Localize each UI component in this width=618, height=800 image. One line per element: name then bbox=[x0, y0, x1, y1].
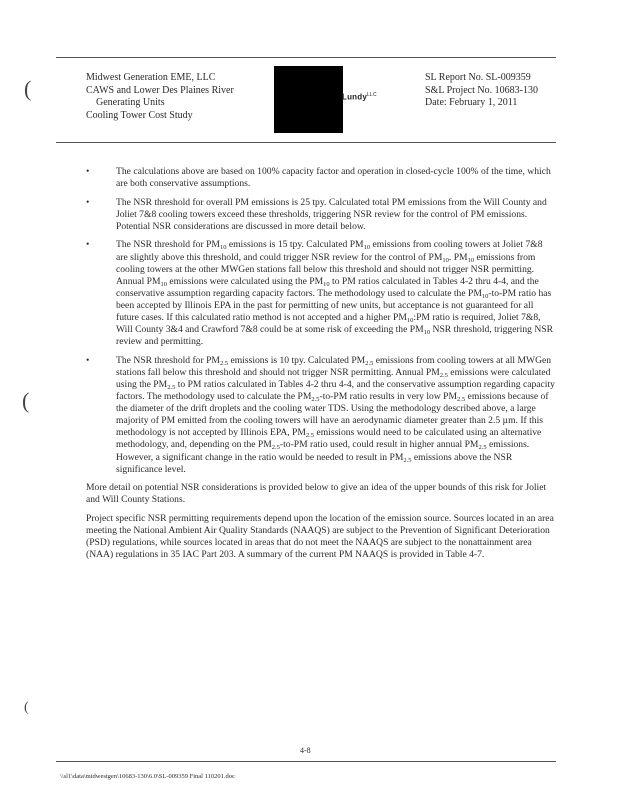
page-number: 4-8 bbox=[300, 746, 311, 755]
bullet-marker: • bbox=[86, 354, 90, 366]
report-date: Date: February 1, 2011 bbox=[425, 97, 518, 108]
bullet-item bbox=[86, 239, 556, 348]
bullet-text: The NSR threshold for $PM_{10}$ emissions is 15 tpy. Calculated $PM_{10}$ emissions from cooling towers at Joliet 7&8 are slightly above this threshold, and could trigger NSR review for the control of $PM_{10}$. $PM_{10}$ emissions from cooling towers at the other MWGen stations fall below this threshold and should not trigger NSR permitting. Annual $PM_{10}$ emissions were calculated using the $PM_{10}$ to PM ratios calculated in Tables 4-2 thru 4-4, and the conservative assumption regarding capacity factors. The methodology used to calculate the $PM_{10}-to-PM$ ratio has been accepted by Illinois EPA in the past for permitting of new units, but acceptance is not guaranteed for all future cases. If this calculated ratio method is not accepted and a higher $PM_{10}:PM$ ratio is required, Joliet 7&8, Will County 3&4 and Crawford 7&8 could be at some risk of exceeding the $PM_{10}$ NSR threshold, triggering NSR review and permitting. bbox=[116, 239, 553, 348]
bullet-item bbox=[86, 166, 556, 190]
footer-rule bbox=[56, 761, 556, 762]
header-project-line: Generating Units bbox=[96, 97, 165, 108]
bullet-marker: • bbox=[86, 239, 90, 251]
scan-binding-mark: ( bbox=[22, 388, 30, 413]
body-paragraph: More detail on potential NSR considerations is provided below to give an idea of the upper bounds of this risk for Joliet and Will County Stations. bbox=[86, 482, 547, 506]
bullet-text: The NSR threshold for $PM_{2.5}$ emissions is 10 tpy. Calculated $PM_{2.5}$ emissions from cooling towers at all MWGen stations fall below this threshold and should not trigger NSR permitting. Annual $PM_{2.5}$ emissions were calculated using the $PM_{2.5}$ to PM ratios calculated in Tables 4-2 thru 4-4, and the conservative assumption regarding capacity factors. The methodology used to calculate the $PM_{2.5}-to-PM$ ratio results in very low $PM_{2.5}$ emissions because of the diameter of the drift droplets and the cooling water TDS. Using the methodology described above, a large majority of PM emitted from the cooling towers will have an aerodynamic diameter greater than 2.5 µm. If this methodology is not accepted by Illinois EPA, $PM_{2.5}$ emissions would need to be calculated using an alternative methodology, and, depending on the $PM_{2.5}-to-PM$ ratio used, could result in higher annual $PM_{2.5}$ emissions. However, a significant change in the ratio would be needed to result in $PM_{2.5}$ emissions above the NSR significance level. bbox=[116, 354, 555, 475]
bullet-item bbox=[86, 355, 556, 476]
body-paragraph: Project specific NSR permitting requirements depend upon the location of the emission source. Sources located in an area meeting the National Ambient Air Quality Standards (NAAQS) are subject to the Prevention of Significant Deterioration (PSD) regulations, while sources located in areas that do not meet the NAAQS are subject to the nonattainment area (NAA) regulations in 35 IAC Part 203. A summary of the current PM NAAQS is provided in Table 4-7. bbox=[86, 512, 554, 561]
header-study-title: Cooling Tower Cost Study bbox=[86, 109, 193, 121]
logo-text: Lundy$^{LLC}$ bbox=[342, 92, 377, 102]
scan-binding-mark: ( bbox=[24, 76, 32, 101]
bullet-item bbox=[86, 197, 556, 233]
report-number: SL Report No. SL-009359 bbox=[425, 72, 531, 83]
scan-binding-mark: ( bbox=[24, 700, 29, 715]
bullet-text: The NSR threshold for overall PM emissions is 25 tpy. Calculated total PM emissions from the Will County and Joliet 7&8 cooling towers exceed these thresholds, triggering NSR review for the control of PM emissions. Potential NSR considerations are discussed in more detail below. bbox=[116, 196, 547, 232]
footer-file-path: \\sl1\data\midwestgen\10683-130\6.0\SL-009359 Final 110201.doc bbox=[60, 773, 235, 780]
bullet-text: The calculations above are based on 100% capacity factor and operation in closed-cycle 100% of the time, which are both conservative assumptions. bbox=[116, 166, 551, 190]
bullet-marker: • bbox=[86, 166, 90, 177]
header-project-line: CAWS and Lower Des Plaines River bbox=[86, 84, 234, 96]
header-company: Midwest Generation EME, LLC bbox=[86, 72, 216, 83]
header-bottom-rule bbox=[56, 142, 556, 143]
company-logo bbox=[274, 66, 343, 133]
project-number: S&L Project No. 10683-130 bbox=[425, 84, 538, 96]
body-content bbox=[86, 166, 556, 568]
header-top-rule bbox=[56, 57, 556, 58]
bullet-marker: • bbox=[86, 196, 90, 208]
